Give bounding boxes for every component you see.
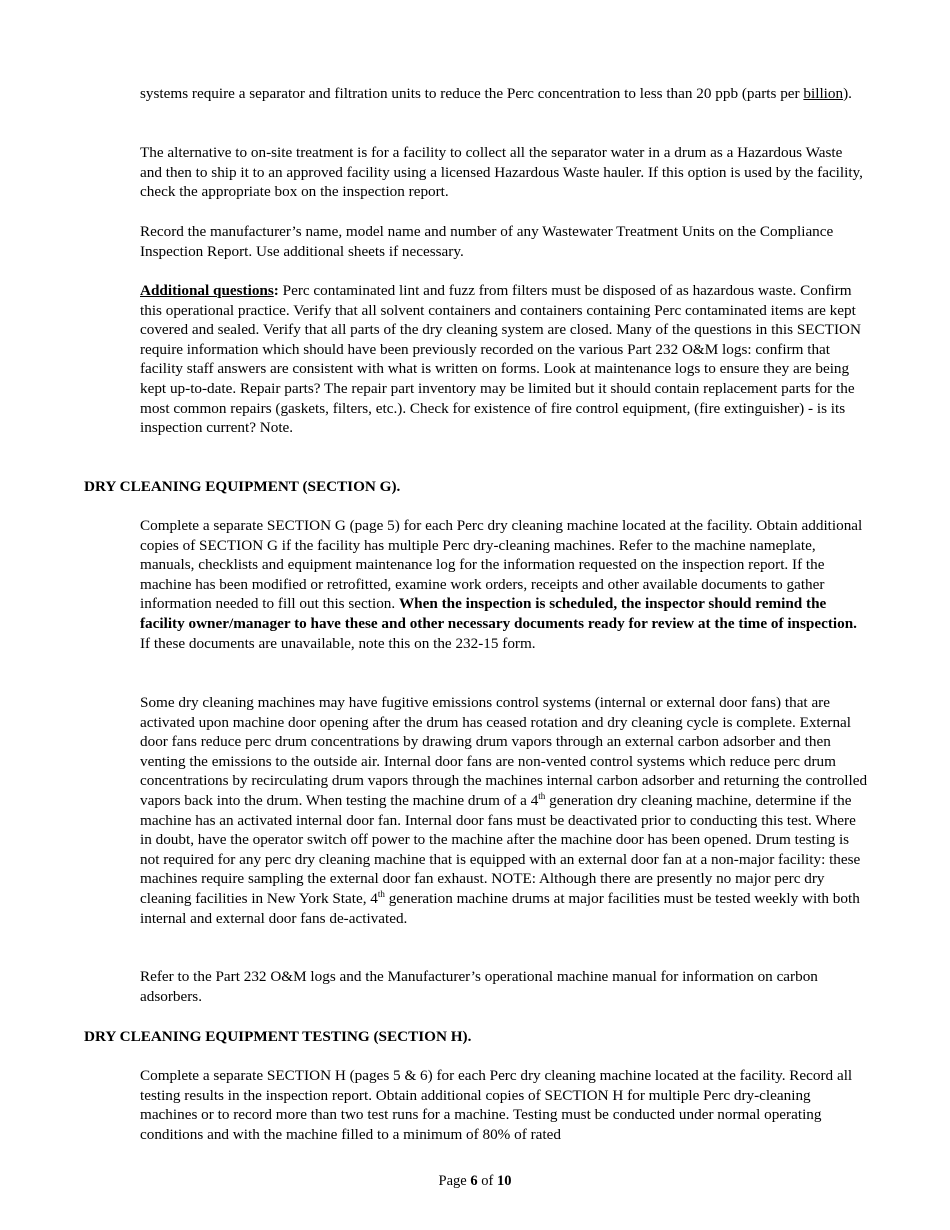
total-page-number: 10 (496, 1173, 512, 1189)
paragraph-carbon-adsorbers: Refer to the Part 232 O&M logs and the Manufacturer’s operational machine manual for information on carbon adsorbers. (140, 968, 818, 1005)
paragraph-section-g-instructions: Complete a separate SECTION G (page 5) for each Perc dry cleaning machine located at the facility. Obtain additional copies of SECTION G if the facility has multiple Perc dry-cleaning machines. Refer to the machine nameplate, manuals, checklists and equipment maintenance log for the information requested on the inspection report. If the machine has been modified or retrofitted, examine work orders, receipts and other available documents to gather information needed to fill out this section. When the inspection is scheduled, the inspector should remind the facility owner/manager to have these and other necessary documents ready for review at the time of inspection. If these documents are unavailable, note this on the 232-15 form. (140, 517, 863, 652)
bold-reminder: When the inspection is scheduled, the inspector should remind the facility owner/manager to have these and other necessary documents ready for review at the time of inspection. (140, 595, 857, 632)
paragraph-alternative-treatment: The alternative to on-site treatment is for a facility to collect all the separator water in a drum as a Hazardous Waste and then to ship it to an approved facility using a licensed Hazardous Waste hauler. If this option is used by the facility, check the appropriate box on the inspection report. (140, 144, 863, 201)
page-footer: Page 6 of 10 (438, 1173, 512, 1189)
underlined-billion: billion (803, 85, 844, 102)
additional-questions-label: Additional questions (140, 282, 274, 299)
paragraph-separator-requirements: systems require a separator and filtration units to reduce the Perc concentration to less than 20 ppb (parts per billion). (140, 85, 852, 102)
section-h-heading: DRY CLEANING EQUIPMENT TESTING (SECTION H). (84, 1028, 472, 1045)
paragraph-fugitive-emissions: Some dry cleaning machines may have fugitive emissions control systems (internal or external door fans) that are activated upon machine door opening after the drum has ceased rotation and dry cleaning cycle is complete. External door fans reduce perc drum concentrations by drawing drum vapors through an external carbon adsorber and then venting the emissions to the outside air. Internal door fans are non-vented control systems which reduce perc drum concentrations by recirculating drum vapors through the machines internal carbon adsorber and returning the controlled vapors back into the drum. When testing the machine drum of a 4th generation dry cleaning machine, determine if the machine has an activated internal door fan. Internal door fans must be deactivated prior to conducting this test. Where in doubt, have the operator switch off power to the machine after the machine door has been opened. Drum testing is not required for any perc dry cleaning machine that is equipped with an external door fan at a non-major facility: these machines require sampling the external door fan exhaust. NOTE: Although there are presently no major perc dry cleaning facilities in New York State, 4th generation machine drums at major facilities must be tested weekly with both internal and external door fans de-activated. (140, 694, 868, 927)
paragraph-additional-questions: Additional questions: Perc contaminated lint and fuzz from filters must be disposed of as hazardous waste. Confirm this operational practice. Verify that all solvent containers and containers containing Perc contaminated items are kept covered and sealed. Verify that all parts of the dry cleaning system are closed. Many of the questions in this SECTION require information which should have been previously recorded on the various Part 232 O&M logs: confirm that facility staff answers are consistent with what is written on forms. Look at maintenance logs to ensure they are being kept up-to-date. Repair parts? The repair part inventory may be limited but it should contain replacement parts for the most common repairs (gaskets, filters, etc.). Check for existence of fire control equipment, (fire extinguisher) - is its inspection current? Note. (140, 282, 861, 437)
section-g-heading: DRY CLEANING EQUIPMENT (SECTION G). (84, 478, 401, 495)
current-page-number: 6 (470, 1173, 478, 1189)
paragraph-section-h-instructions: Complete a separate SECTION H (pages 5 & 6) for each Perc dry cleaning machine located at the facility. Record all testing results in the inspection report. Obtain additional copies of SECTION H for multiple Perc dry-cleaning machines or to record more than two test runs for a machine. Testing must be conducted under normal operating conditions and with the machine filled to a minimum of 80% of rated (140, 1067, 853, 1143)
paragraph-record-manufacturer: Record the manufacturer’s name, model name and number of any Wastewater Treatment Units on the Compliance Inspection Report. Use additional sheets if necessary. (140, 223, 834, 260)
